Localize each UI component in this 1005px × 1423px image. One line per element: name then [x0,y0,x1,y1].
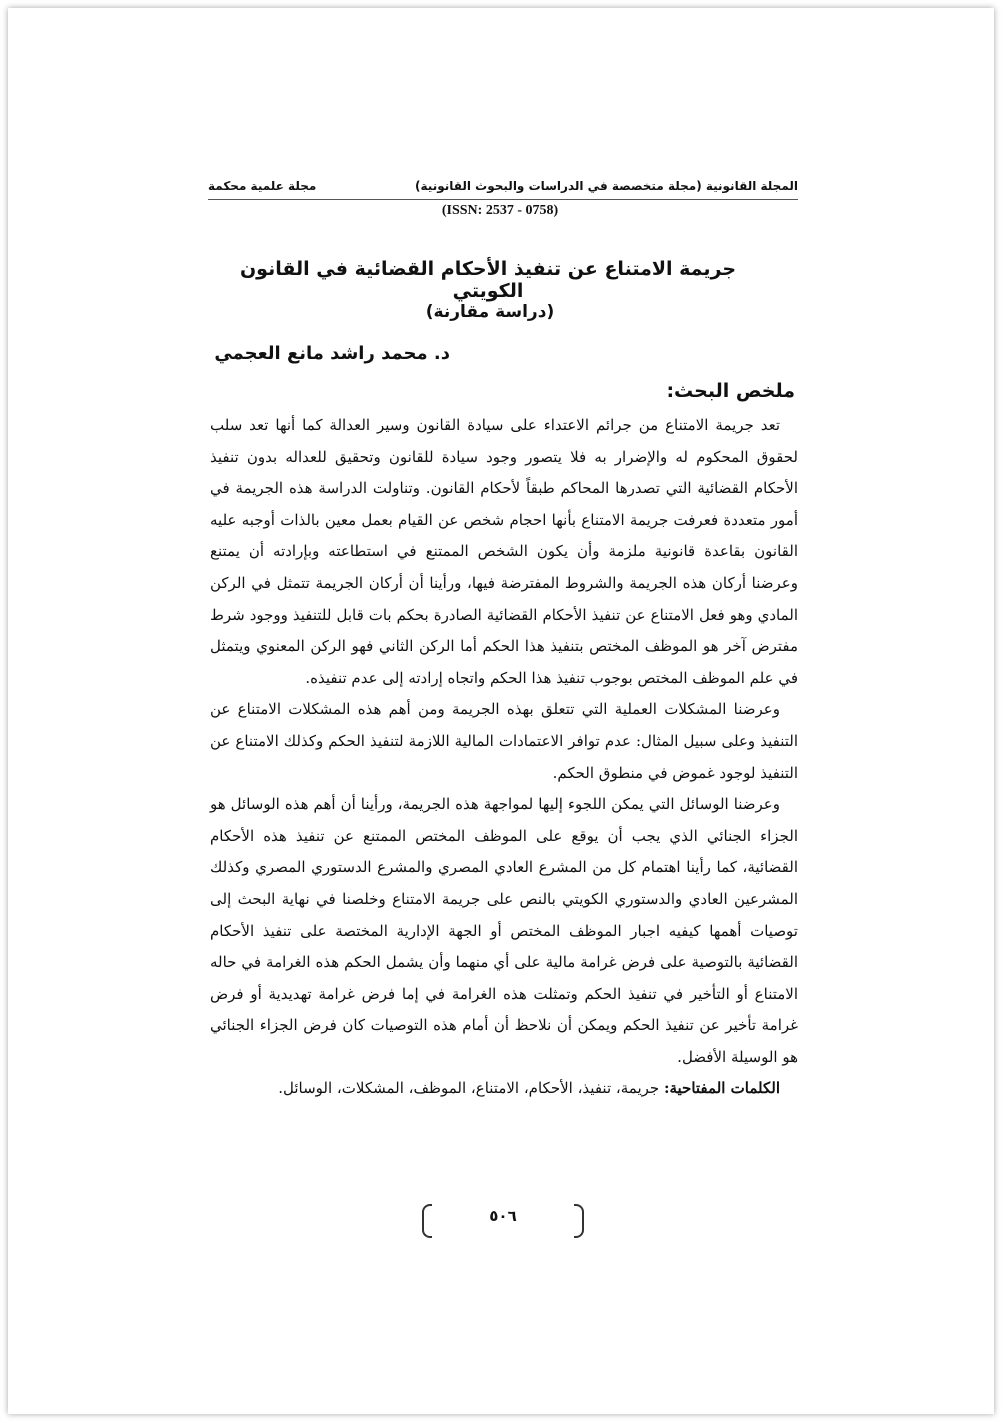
keywords-list: جريمة، تنفيذ، الأحكام، الامتناع، الموظف، المشكلات، الوسائل. [278,1079,660,1098]
abstract-paragraph-2: وعرضنا المشكلات العملية التي تتعلق بهذه الجريمة ومن أهم هذه المشكلات الامتناع عن التنفيذ وعلى سبيل المثال: عدم توافر الاعتمادات المالية اللازمة لتنفيذ الحكم وكذلك الامتناع عن التنفيذ لوجود غموض في منطوق الحكم. [210,700,798,782]
page-header [208,176,798,198]
page-number-frame [422,1204,584,1236]
author-name: د. محمد راشد مانع العجمي [214,343,450,364]
article-title: جريمة الامتناع عن تنفيذ الأحكام القضائية في القانون الكويتي [239,258,737,302]
journal-name: المجلة القانونية (مجلة متخصصة في الدراسات والبحوث القانونية) [415,179,798,193]
abstract-heading: ملخص البحث: [666,380,795,402]
page-number: ٥٠٦ [489,1207,517,1225]
journal-type: مجلة علمية محكمة [208,179,317,193]
abstract-paragraph-1: تعد جريمة الامتناع من جرائم الاعتداء على سيادة القانون وسير العدالة كما أنها تعد سلب لحقوق المحكوم له والإضرار به فلا يتصور وجود سيادة للقانون وتحقيق للعداله بدون تنفيذ الأحكام القضائية التي تصدرها المحاكم طبقاً لأحكام القانون. وتناولت الدراسة هذه الجريمة في أمور متعددة فعرفت جريمة الامتناع بأنها احجام شخص عن القيام بعمل معين بالذات أوجبه عليه القانون بقاعدة قانونية ملزمة وأن يكون الشخص الممتنع في استطاعته وبإرادته أن يمتنع وعرضنا أركان هذه الجريمة والشروط المفترضة فيها، ورأينا أن أركان الجريمة تتمثل في الركن المادي وهو فعل الامتناع عن تنفيذ الأحكام القضائية الصادرة بحكم بات قابل للتنفيذ ووجود شرط مفترض آخر هو الموظف المختص بتنفيذ هذا الحكم أما الركن الثاني فهو الركن المعنوي ويتمثل في علم الموظف المختص بوجوب تنفيذ هذا الحكم واتجاه إرادته إلى عدم تنفيذه. [210,416,798,687]
abstract-paragraph-3: وعرضنا الوسائل التي يمكن اللجوء إليها لمواجهة هذه الجريمة، ورأينا أن أهم هذه الوسائل هو الجزاء الجنائي الذي يجب أن يوقع على الموظف المختص الممتنع عن تنفيذ هذه الأحكام القضائية، كما رأينا اهتمام كل من المشرع العادي المصري والمشرع الدستوري المصري وكذلك المشرعين العادي والدستوري الكويتي بالنص على جريمة الامتناع وخلصنا في نهاية البحث إلى توصيات أهمها كيفيه اجبار الموظف المختص أو الجهة الإدارية المختصة على تنفيذ الأحكام القضائية بالتوصية على فرض غرامة مالية على أي منهما وأن يشمل الحكم هذه الغرامة في حاله الامتناع أو التأخير في تنفيذ الحكم وتمثلت هذه الغرامة في إما فرض غرامة تهديدية أو فرض غرامة تأخير عن تنفيذ الحكم ويمكن أن نلاحظ أن أمام هذه التوصيات كان فرض الجزاء الجنائي هو الوسيلة الأفضل. [210,795,799,1066]
abstract-body [210,410,798,1105]
issn-number: (ISSN: 2537 - 0758) [441,203,559,218]
right-bracket [574,1204,584,1238]
header-divider [208,199,798,200]
keywords-label: الكلمات المفتاحية: [663,1079,780,1098]
keywords-line [210,1073,798,1105]
article-subtitle: (دراسة مقارنة) [425,302,555,322]
